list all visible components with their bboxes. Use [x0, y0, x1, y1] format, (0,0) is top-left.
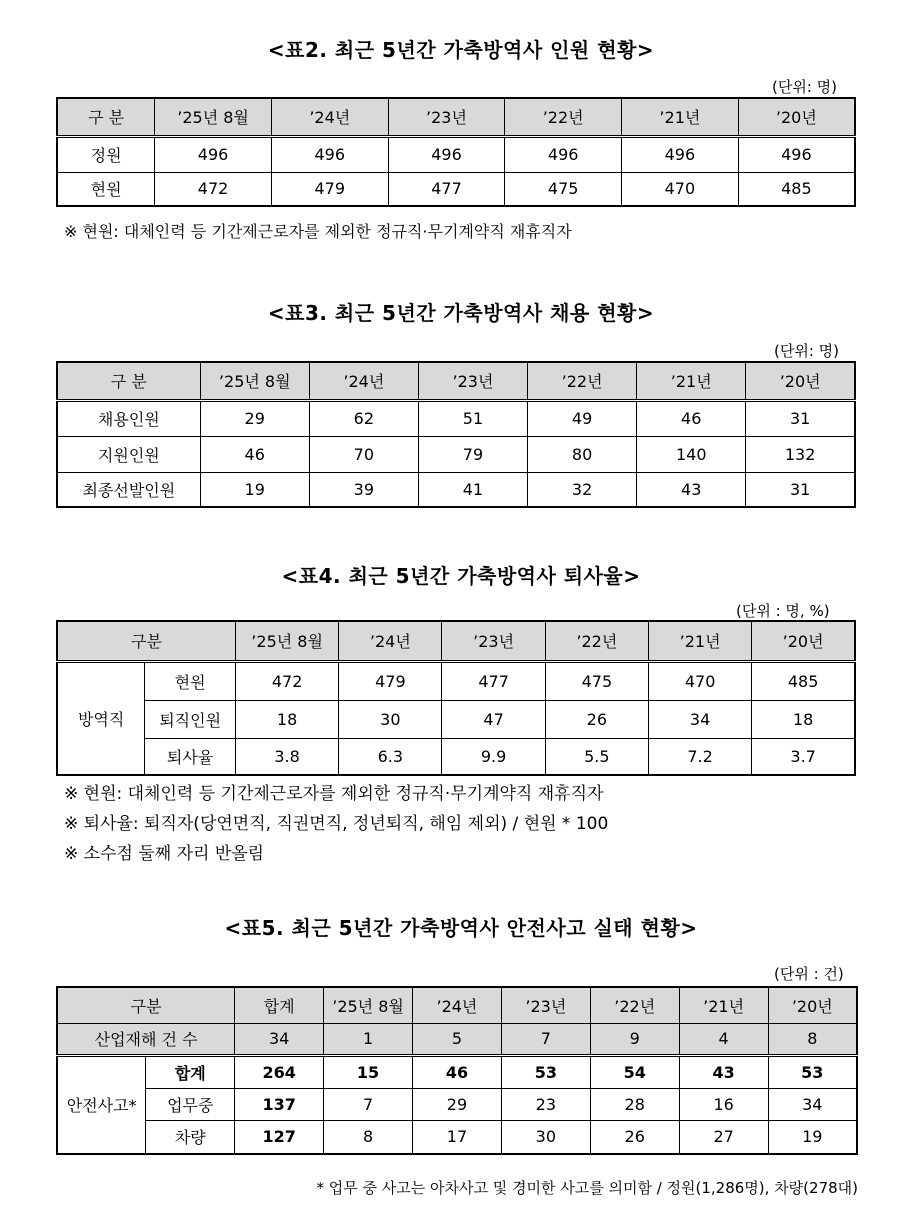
table-cell: 496: [388, 136, 505, 172]
table-cell: 485: [752, 661, 855, 700]
table-cell: 16: [679, 1088, 768, 1120]
table-cell: 1: [324, 1023, 413, 1055]
table-header-row: [57, 98, 855, 136]
table-cell: 475: [505, 172, 622, 206]
table-cell: 29: [200, 400, 309, 436]
header-cell: ’22년: [545, 621, 648, 661]
header-cell: ’24년: [413, 987, 502, 1023]
header-cell: ’21년: [637, 362, 746, 400]
header-cell: ’25년 8월: [235, 621, 338, 661]
table-cell: 485: [738, 172, 855, 206]
header-cell: ’20년: [738, 98, 855, 136]
header-cell: 구 분: [57, 362, 200, 400]
group-label: 방역직: [57, 661, 145, 775]
table-cell: 479: [271, 172, 388, 206]
table-cell: 470: [622, 172, 739, 206]
header-cell: ’21년: [648, 621, 751, 661]
table2-note: ※ 현원: 대체인력 등 기간제근로자를 제외한 정규직·무기계약직 재휴직자: [64, 222, 572, 241]
table3-recruitment: [56, 361, 856, 508]
table-cell: 3.7: [752, 738, 855, 775]
table-cell: 53: [501, 1055, 590, 1088]
table-row: [57, 172, 855, 206]
header-cell: ’25년 8월: [155, 98, 272, 136]
table-header-row: [57, 362, 855, 400]
table4-turnover: [56, 620, 856, 776]
table-cell: 3.8: [235, 738, 338, 775]
header-cell: 합계: [235, 987, 324, 1023]
table-cell: 18: [752, 700, 855, 738]
header-cell: ’22년: [505, 98, 622, 136]
table-cell: 34: [648, 700, 751, 738]
table2-title: <표2. 최근 5년간 가축방역사 인원 현황>: [267, 38, 655, 62]
table-cell: 31: [746, 400, 855, 436]
row-label: 정원: [57, 136, 155, 172]
header-cell: ’24년: [309, 362, 418, 400]
table-cell: 18: [235, 700, 338, 738]
table-cell: 34: [768, 1088, 857, 1120]
table-cell: 49: [528, 400, 637, 436]
header-cell: ’24년: [271, 98, 388, 136]
table-cell: 29: [413, 1088, 502, 1120]
table-cell: 496: [271, 136, 388, 172]
table3-unit: (단위: 명): [774, 342, 839, 360]
table-row: [57, 1055, 857, 1088]
table-cell: 140: [637, 436, 746, 472]
header-cell: ’24년: [339, 621, 442, 661]
row-label: 채용인원: [57, 400, 200, 436]
table-cell: 30: [339, 700, 442, 738]
table-cell: 32: [528, 472, 637, 507]
row-label: 퇴직인원: [145, 700, 236, 738]
row-label: 지원인원: [57, 436, 200, 472]
header-cell: ’23년: [501, 987, 590, 1023]
row-label: 최종선발인원: [57, 472, 200, 507]
table-cell: 30: [501, 1120, 590, 1154]
row-label: 산업재해 건 수: [57, 1023, 235, 1055]
table-row: [57, 136, 855, 172]
table-cell: 41: [418, 472, 527, 507]
table-cell: 19: [200, 472, 309, 507]
table5-note: * 업무 중 사고는 아차사고 및 경미한 사고를 의미함 / 정원(1,286명), 차량(278대): [316, 1179, 858, 1197]
industrial-accident-row: [57, 1023, 857, 1055]
table-cell: 5: [413, 1023, 502, 1055]
table-cell: 5.5: [545, 738, 648, 775]
header-cell: 구 분: [57, 98, 155, 136]
table-cell: 28: [590, 1088, 679, 1120]
table-cell: 53: [768, 1055, 857, 1088]
table2-unit: (단위: 명): [772, 78, 837, 96]
table-cell: 70: [309, 436, 418, 472]
header-cell: ’23년: [388, 98, 505, 136]
row-label: 업무중: [146, 1088, 235, 1120]
table-row: [57, 472, 855, 507]
table-cell: 127: [235, 1120, 324, 1154]
table-cell: 472: [155, 172, 272, 206]
row-label: 현원: [57, 172, 155, 206]
table4-note: ※ 소수점 둘째 자리 반올림: [64, 844, 265, 864]
table-cell: 17: [413, 1120, 502, 1154]
header-cell: ’20년: [752, 621, 855, 661]
header-cell: ’23년: [418, 362, 527, 400]
table-row: [57, 400, 855, 436]
table-cell: 496: [622, 136, 739, 172]
table-cell: 496: [738, 136, 855, 172]
table-cell: 479: [339, 661, 442, 700]
header-cell: ’25년 8월: [200, 362, 309, 400]
table5-unit: (단위 : 건): [774, 965, 844, 983]
row-label: 퇴사율: [145, 738, 236, 775]
table-cell: 31: [746, 472, 855, 507]
header-cell: ’22년: [528, 362, 637, 400]
table-row: [57, 1088, 857, 1120]
table3-title: <표3. 최근 5년간 가축방역사 채용 현황>: [267, 301, 655, 325]
header-cell: ’20년: [768, 987, 857, 1023]
table-cell: 8: [324, 1120, 413, 1154]
table-cell: 9: [590, 1023, 679, 1055]
table-row: [57, 436, 855, 472]
table-cell: 47: [442, 700, 545, 738]
header-cell: ’21년: [622, 98, 739, 136]
table-cell: 496: [505, 136, 622, 172]
header-cell: ’25년 8월: [324, 987, 413, 1023]
table-header-row: [57, 621, 855, 661]
table-cell: 19: [768, 1120, 857, 1154]
table-cell: 477: [388, 172, 505, 206]
table-cell: 15: [324, 1055, 413, 1088]
table-row: [57, 700, 855, 738]
table-cell: 79: [418, 436, 527, 472]
table-cell: 7: [501, 1023, 590, 1055]
table-cell: 7: [324, 1088, 413, 1120]
table-cell: 46: [200, 436, 309, 472]
table-cell: 51: [418, 400, 527, 436]
header-cell: 구분: [57, 621, 235, 661]
row-label: 합계: [146, 1055, 235, 1088]
table-cell: 26: [590, 1120, 679, 1154]
table-cell: 34: [235, 1023, 324, 1055]
row-label: 차량: [146, 1120, 235, 1154]
table-cell: 9.9: [442, 738, 545, 775]
table4-title: <표4. 최근 5년간 가축방역사 퇴사율>: [281, 564, 641, 588]
table-row: [57, 738, 855, 775]
table-cell: 46: [637, 400, 746, 436]
table-cell: 6.3: [339, 738, 442, 775]
table-cell: 23: [501, 1088, 590, 1120]
table4-note: ※ 현원: 대체인력 등 기간제근로자를 제외한 정규직·무기계약직 재휴직자: [64, 784, 604, 804]
table-cell: 264: [235, 1055, 324, 1088]
table-cell: 54: [590, 1055, 679, 1088]
table-cell: 477: [442, 661, 545, 700]
table4-unit: (단위 : 명, %): [736, 602, 830, 620]
table-cell: 39: [309, 472, 418, 507]
table5-title: <표5. 최근 5년간 가축방역사 안전사고 실태 현황>: [224, 916, 698, 940]
table-row: [57, 661, 855, 700]
table-cell: 475: [545, 661, 648, 700]
table-cell: 43: [679, 1055, 768, 1088]
table-cell: 46: [413, 1055, 502, 1088]
table4-note: ※ 퇴사율: 퇴직자(당연면직, 직권면직, 정년퇴직, 해임 제외) / 현원 * 100: [64, 814, 609, 834]
table-header-row: [57, 987, 857, 1023]
table-cell: 132: [746, 436, 855, 472]
table5-safety-accidents: [56, 986, 858, 1155]
table-cell: 8: [768, 1023, 857, 1055]
header-cell: ’20년: [746, 362, 855, 400]
header-cell: 구분: [57, 987, 235, 1023]
table-cell: 26: [545, 700, 648, 738]
table-cell: 7.2: [648, 738, 751, 775]
table2-staff: [56, 97, 856, 207]
header-cell: ’22년: [590, 987, 679, 1023]
header-cell: ’23년: [442, 621, 545, 661]
table-row: [57, 1120, 857, 1154]
table-cell: 470: [648, 661, 751, 700]
table-cell: 27: [679, 1120, 768, 1154]
table-cell: 62: [309, 400, 418, 436]
table-cell: 472: [235, 661, 338, 700]
header-cell: ’21년: [679, 987, 768, 1023]
table-cell: 496: [155, 136, 272, 172]
table-cell: 4: [679, 1023, 768, 1055]
table-cell: 80: [528, 436, 637, 472]
table-cell: 137: [235, 1088, 324, 1120]
table-cell: 43: [637, 472, 746, 507]
group-label: 안전사고*: [57, 1055, 146, 1154]
row-label: 현원: [145, 661, 236, 700]
